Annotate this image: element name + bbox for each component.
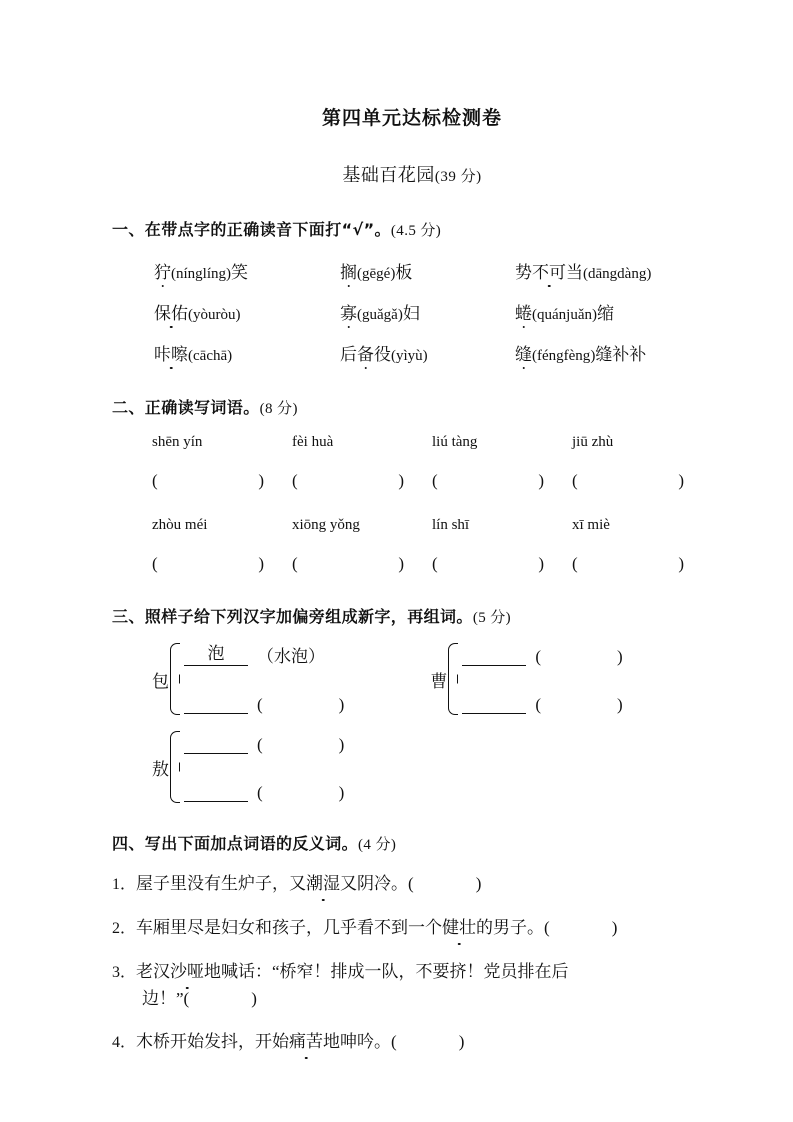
- word-writing-group: [112, 517, 712, 574]
- question-text-after: 又阴冷。: [340, 874, 409, 893]
- radical-slot[interactable]: [462, 644, 622, 666]
- paren-close: ): [538, 554, 544, 573]
- section-1-heading: [112, 217, 712, 240]
- pinyin-bracket-close: ): [227, 348, 233, 364]
- answer-blank[interactable]: [152, 554, 292, 574]
- pinyin-choice-row: [112, 340, 712, 365]
- question-text-before: 老汉: [136, 962, 171, 981]
- pinyin-option-a[interactable]: féng: [537, 348, 564, 364]
- new-character-line[interactable]: 泡: [184, 644, 248, 666]
- pinyin-bracket-open: (: [188, 348, 193, 364]
- new-character-line[interactable]: [462, 692, 526, 714]
- answer-blank[interactable]: [432, 471, 572, 491]
- marked-word: 沙哑: [170, 959, 204, 985]
- pinyin-bracket-close: ): [646, 266, 652, 282]
- pinyin-option-a[interactable]: níng: [176, 266, 203, 282]
- radical-slots: [184, 644, 344, 714]
- word-blank[interactable]: [257, 735, 344, 754]
- paren-open: (: [183, 989, 190, 1008]
- pinyin-option-b[interactable]: yù: [407, 348, 423, 364]
- pinyin-bracket-close: ): [235, 307, 241, 323]
- trailing-character: 缝补补: [595, 345, 647, 364]
- answer-blank[interactable]: [152, 471, 292, 491]
- paren-close: ): [398, 554, 404, 573]
- pinyin-bracket-open: (: [188, 307, 193, 323]
- word-blank[interactable]: [535, 695, 622, 714]
- radical-slots: [184, 732, 344, 802]
- radical-group-bao: [152, 641, 344, 717]
- paren-close: ): [617, 695, 623, 714]
- pinyin-option-a[interactable]: cā: [193, 348, 207, 364]
- answer-paren-row: [112, 471, 712, 491]
- pinyin-choice-item[interactable]: [340, 299, 515, 324]
- radical-slot[interactable]: [462, 692, 622, 714]
- section-3-title: 三、照样子给下列汉字加偏旁组成新字，再组词。: [112, 607, 473, 626]
- section-2-title: 二、正确读写词语。: [112, 398, 260, 417]
- pinyin-choice-item[interactable]: [515, 340, 646, 365]
- marked-character: 搁: [340, 258, 357, 283]
- question-second-line: 边！”: [142, 989, 184, 1008]
- question-text-after: 的男子。: [476, 918, 545, 937]
- pinyin-choice-item[interactable]: [340, 258, 515, 283]
- pinyin-bracket-open: (: [357, 266, 362, 282]
- marked-character: 保佑: [154, 299, 188, 324]
- paren-close: ): [538, 471, 544, 490]
- paren-close: ): [458, 1032, 465, 1051]
- pinyin-hint: xī miè: [572, 517, 610, 533]
- paren-open: (: [572, 554, 578, 573]
- pinyin-hint: lín shī: [432, 517, 470, 533]
- paren-close: ): [678, 554, 684, 573]
- section-1-title: 一、在带点字的正确读音下面打“√”。: [112, 220, 391, 239]
- paren-close: ): [611, 918, 618, 937]
- pinyin-bracket-close: ): [390, 266, 396, 282]
- answer-blank[interactable]: [572, 471, 712, 491]
- pinyin-bracket-close: ): [592, 307, 597, 323]
- antonym-question: [112, 915, 712, 942]
- question-text-after: 地喊话：“桥窄！排成一队，不要挤！党员排在后: [204, 962, 569, 981]
- pinyin-bracket-open: (: [532, 307, 537, 323]
- word-blank[interactable]: [257, 647, 325, 666]
- new-character-line[interactable]: [184, 780, 248, 802]
- trailing-character: 板: [395, 263, 413, 282]
- question-text-before: 车厢里尽是妇女和孩子，几乎看不到一个: [136, 918, 443, 937]
- radical-group-cao: [430, 641, 622, 717]
- pinyin-bracket-close: ): [397, 307, 403, 323]
- pinyin-option-a[interactable]: yì: [396, 348, 408, 364]
- answer-blank[interactable]: [408, 874, 481, 893]
- question-number: 2．: [112, 920, 137, 937]
- pinyin-option-b[interactable]: gé: [376, 266, 391, 282]
- paren-close: ): [258, 554, 264, 573]
- brace-icon: [448, 643, 458, 715]
- pinyin-option-b[interactable]: fèng: [563, 348, 591, 364]
- pinyin-option-a[interactable]: dāng: [588, 266, 618, 282]
- paren-close: ): [258, 471, 264, 490]
- section-2-points: (8 分): [259, 401, 298, 417]
- antonym-question: [112, 1029, 712, 1056]
- paren-close: ）: [308, 647, 325, 666]
- new-character-line[interactable]: [462, 644, 526, 666]
- word-writing-group: [112, 434, 712, 491]
- question-number: 1．: [112, 876, 137, 893]
- pinyin-option-b[interactable]: ròu: [215, 307, 236, 323]
- pinyin-hint-row: [112, 434, 712, 451]
- marked-character: 狞: [154, 258, 171, 283]
- page-content: [112, 0, 712, 1056]
- pinyin-hint: jiū zhù: [572, 434, 614, 450]
- paren-open: (: [257, 783, 263, 802]
- radical-row: [112, 729, 712, 805]
- section-4-points: (4 分): [358, 837, 397, 853]
- paren-open: (: [432, 471, 438, 490]
- marked-word: 健壮: [442, 915, 476, 941]
- paren-close: ): [338, 735, 345, 754]
- radical-slot[interactable]: [184, 644, 344, 666]
- pinyin-choice-item[interactable]: [515, 258, 651, 283]
- word-blank[interactable]: [535, 647, 622, 666]
- answer-blank[interactable]: [184, 989, 257, 1008]
- paren-close: ): [617, 647, 623, 666]
- pinyin-option-b[interactable]: gǎ: [383, 307, 398, 323]
- pinyin-option-b[interactable]: dàng: [617, 266, 647, 282]
- question-number: 4．: [112, 1034, 137, 1051]
- paren-open: (: [257, 695, 263, 714]
- section-group-title: [112, 161, 712, 187]
- marked-character: 缝: [515, 340, 532, 365]
- paren-close: ): [475, 874, 482, 893]
- section-1-points: (4.5 分): [390, 223, 442, 239]
- answer-blank[interactable]: [292, 554, 432, 574]
- paren-open: (: [292, 471, 298, 490]
- radical-slot[interactable]: [184, 780, 344, 802]
- pinyin-choice-item[interactable]: [154, 258, 340, 283]
- word-blank[interactable]: [257, 783, 344, 802]
- pinyin-choice-item[interactable]: [154, 340, 340, 365]
- brace-icon: [170, 643, 180, 715]
- paren-open: (: [535, 695, 542, 714]
- radical-row: [112, 641, 712, 717]
- pinyin-bracket-close: ): [226, 266, 232, 282]
- paren-open: (: [432, 554, 438, 573]
- paren-close: ): [398, 471, 404, 490]
- pinyin-option-b[interactable]: juǎn: [566, 307, 592, 323]
- marked-character: 势不可当: [515, 258, 583, 283]
- section-3-points: (5 分): [472, 610, 512, 626]
- question-continuation: [112, 986, 712, 1012]
- trailing-character: 缩: [597, 304, 614, 323]
- paren-open: （: [257, 647, 274, 666]
- paren-open: (: [257, 735, 263, 754]
- marked-word: 痛苦: [289, 1029, 323, 1055]
- question-text-before: 木桥开始发抖，开始: [136, 1032, 290, 1051]
- question-text-after: 地呻吟。: [323, 1032, 392, 1051]
- pinyin-option-b[interactable]: chā: [206, 348, 228, 364]
- pinyin-option-a[interactable]: yòu: [193, 307, 216, 323]
- pinyin-option-b[interactable]: líng: [202, 266, 227, 282]
- answer-blank[interactable]: [391, 1032, 464, 1051]
- answer-paren-row: [112, 554, 712, 574]
- paren-close: ): [338, 783, 345, 802]
- paren-open: (: [292, 554, 298, 573]
- pinyin-hint: xiōng yǒng: [292, 517, 360, 533]
- page-title: 第四单元达标检测卷: [321, 107, 502, 129]
- section-4-items: [112, 871, 712, 1056]
- pinyin-option-a[interactable]: quán: [537, 307, 567, 323]
- paren-open: (: [152, 471, 158, 490]
- radical-slot[interactable]: [184, 692, 344, 714]
- question-text-before: 屋子里没有生炉子，又: [136, 874, 307, 893]
- pinyin-option-a[interactable]: gē: [362, 266, 377, 282]
- pinyin-hint: fèi huà: [292, 434, 334, 450]
- paren-close: ): [251, 989, 257, 1008]
- trailing-character: 笑: [231, 263, 249, 282]
- pinyin-choice-row: [112, 299, 712, 324]
- pinyin-choice-item[interactable]: [154, 299, 340, 324]
- word-blank[interactable]: [257, 695, 344, 714]
- marked-word: 潮湿: [306, 871, 340, 897]
- radical-group-ao: [152, 729, 344, 805]
- section-3-heading: [112, 604, 712, 627]
- answer-blank[interactable]: [544, 918, 617, 937]
- pinyin-bracket-open: (: [532, 348, 537, 364]
- section-4-heading: [112, 831, 712, 854]
- pinyin-bracket-close: ): [422, 348, 428, 364]
- pinyin-bracket-open: (: [391, 348, 396, 364]
- marked-character: 后备役: [340, 340, 391, 365]
- answer-blank[interactable]: [572, 554, 712, 574]
- paren-open: (: [572, 471, 578, 490]
- paren-open: (: [544, 918, 550, 937]
- section-3-items: [112, 641, 712, 805]
- pinyin-choice-item[interactable]: [340, 340, 515, 365]
- pinyin-bracket-close: ): [590, 348, 596, 364]
- marked-character: 寡: [340, 299, 357, 324]
- marked-character: 蜷: [515, 299, 532, 324]
- pinyin-hint: shēn yín: [152, 434, 203, 450]
- answer-blank[interactable]: [432, 554, 572, 574]
- pinyin-bracket-open: (: [171, 266, 176, 282]
- antonym-question: [112, 871, 712, 898]
- paren-open: (: [152, 554, 158, 573]
- base-character: 曹: [430, 671, 448, 691]
- new-character-line[interactable]: [184, 692, 248, 714]
- section-2-heading: [112, 395, 712, 418]
- word-text: 水泡: [274, 647, 308, 666]
- pinyin-hint: liú tàng: [432, 434, 478, 450]
- paren-close: ): [678, 471, 684, 490]
- antonym-question: [112, 959, 712, 1012]
- pinyin-choice-row: [112, 258, 712, 283]
- pinyin-bracket-open: (: [357, 307, 362, 323]
- paren-close: ): [338, 695, 345, 714]
- trailing-character: 妇: [402, 304, 420, 323]
- base-character: 包: [152, 671, 169, 691]
- new-character-line[interactable]: [184, 732, 248, 754]
- base-character: 敖: [152, 759, 169, 779]
- radical-slots: [462, 644, 622, 714]
- marked-character: 咔嚓: [154, 340, 188, 365]
- paren-open: (: [408, 874, 414, 893]
- radical-slot[interactable]: [184, 732, 344, 754]
- answer-blank[interactable]: [292, 471, 432, 491]
- pinyin-bracket-open: (: [583, 266, 588, 282]
- section-group-score: (39 分): [434, 169, 482, 185]
- pinyin-hint: zhòu méi: [152, 517, 208, 533]
- section-4-title: 四、写出下面加点词语的反义词。: [112, 834, 359, 853]
- section-1-items: [112, 258, 712, 365]
- paren-open: (: [391, 1032, 397, 1051]
- pinyin-hint-row: [112, 517, 712, 534]
- pinyin-choice-item[interactable]: [515, 299, 614, 324]
- paren-open: (: [535, 647, 542, 666]
- pinyin-option-a[interactable]: guǎ: [362, 307, 384, 323]
- section-group-name: 基础百花园: [342, 165, 435, 185]
- question-number: 3．: [112, 964, 137, 981]
- brace-icon: [170, 731, 180, 803]
